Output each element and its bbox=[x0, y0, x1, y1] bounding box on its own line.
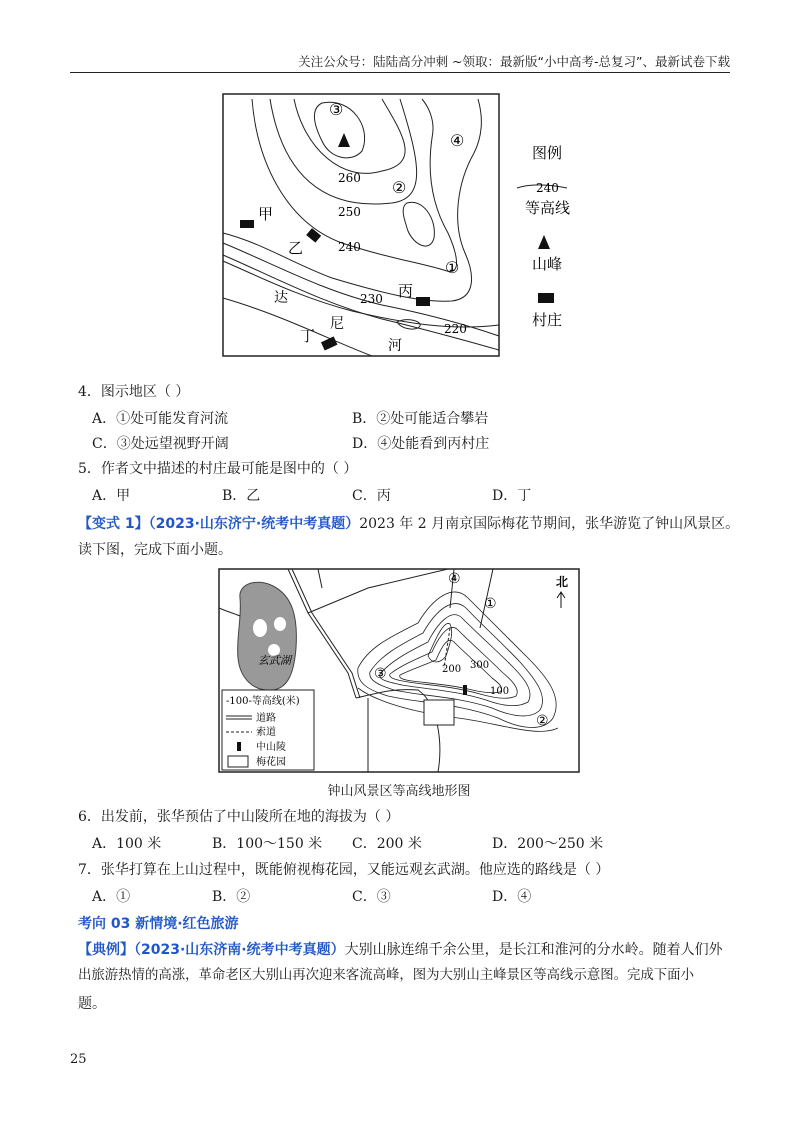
q6-option-d: D．200～250 米 bbox=[492, 836, 604, 852]
q5-stem: 5．作者文中描述的村庄最可能是图中的（ ） bbox=[78, 461, 358, 477]
q4-option-d: D．④处能看到丙村庄 bbox=[352, 436, 490, 452]
q5-option-a: A．甲 bbox=[92, 488, 131, 504]
point-3: ③ bbox=[329, 100, 344, 119]
q6-option-c: C．200 米 bbox=[352, 836, 422, 852]
point-1: ① bbox=[445, 258, 460, 277]
example-text: 大别山脉连绵千余公里，是长江和淮河的分水岭。随着人们外 bbox=[344, 942, 723, 958]
route-1: ① bbox=[484, 596, 497, 612]
map2-legend-contour: -100-等高线(米) bbox=[226, 696, 300, 707]
variant-line-1 bbox=[78, 514, 739, 534]
map2-legend-cable: 索道 bbox=[256, 727, 276, 738]
contour-outer-1 bbox=[358, 592, 556, 727]
map2-legend-garden-icon bbox=[228, 756, 248, 767]
q7-option-c: C．③ bbox=[352, 889, 391, 905]
legend-title: 图例 bbox=[532, 144, 563, 162]
village-ding-label: 丁 bbox=[300, 327, 316, 345]
page-header: 关注公众号：陆陆高分冲刺 ~领取：最新版“小中高考-总复习”、最新试卷下载 bbox=[298, 54, 730, 69]
legend-village-icon bbox=[538, 293, 554, 303]
contour-260 bbox=[294, 99, 405, 173]
map2-label-200: 200 bbox=[442, 664, 462, 675]
contour-230 bbox=[223, 99, 481, 301]
label-230: 230 bbox=[360, 292, 383, 306]
page-number: 25 bbox=[70, 1052, 87, 1067]
contour-loop-2 bbox=[403, 202, 434, 246]
map2-legend-road: 道路 bbox=[256, 713, 276, 724]
north-label: 北 bbox=[556, 575, 569, 589]
legend-peak-label: 山峰 bbox=[532, 255, 563, 273]
route-4: ④ bbox=[448, 571, 461, 587]
route-3: ③ bbox=[374, 666, 387, 682]
road-2 bbox=[308, 569, 448, 613]
q7-option-b: B．② bbox=[212, 889, 251, 905]
lake-label: 玄武湖 bbox=[258, 654, 291, 667]
example-line-1 bbox=[78, 940, 723, 960]
cableway bbox=[444, 628, 450, 668]
label-220: 220 bbox=[444, 322, 467, 336]
map2-label-300: 300 bbox=[470, 660, 490, 671]
route-2: ② bbox=[536, 713, 549, 729]
village-bing-label: 丙 bbox=[398, 282, 414, 300]
example-text-2: 出旅游热情的高涨，革命老区大别山再次迎来客流高峰，图为大别山主峰景区等高线示意图。完成下面小 bbox=[78, 968, 694, 983]
legend-village-label: 村庄 bbox=[532, 311, 563, 329]
contour-map-zhongshan bbox=[218, 568, 580, 773]
road-5 bbox=[318, 569, 322, 588]
variant-tag: 【变式 1】（2023·山东济宁·统考中考真题） bbox=[78, 516, 360, 532]
q7-option-a: A．① bbox=[92, 889, 131, 905]
map2-legend-tomb-icon bbox=[237, 742, 241, 751]
q7-option-d: D．④ bbox=[492, 889, 532, 905]
variant-text-2: 读下图，完成下面小题。 bbox=[78, 542, 232, 558]
q5-option-d: D．丁 bbox=[492, 488, 532, 504]
legend-contour-label: 等高线 bbox=[525, 199, 571, 217]
contour-lower bbox=[223, 298, 372, 356]
lake-island-2 bbox=[274, 617, 286, 631]
example-text-3: 题。 bbox=[78, 996, 106, 1012]
village-jia-icon bbox=[240, 220, 254, 228]
river-char-ni: 尼 bbox=[330, 316, 344, 332]
village-ding-icon bbox=[321, 336, 337, 350]
map2-legend-tomb: 中山陵 bbox=[256, 742, 286, 753]
label-240: 240 bbox=[338, 240, 361, 254]
label-260: 260 bbox=[338, 171, 361, 185]
q4-option-a: A．①处可能发育河流 bbox=[92, 411, 229, 427]
q4-option-c: C．③处远望视野开阔 bbox=[92, 436, 229, 452]
variant-text: 2023 年 2 月南京国际梅花节期间，张华游览了钟山风景区。 bbox=[359, 516, 740, 532]
legend-contour-value: 240 bbox=[536, 181, 559, 195]
plum-garden bbox=[424, 700, 454, 725]
contour-100 bbox=[358, 688, 558, 731]
road-1a bbox=[288, 569, 356, 698]
mausoleum-icon bbox=[463, 685, 467, 695]
q6-stem: 6．出发前，张华预估了中山陵所在地的海拔为（ ） bbox=[78, 809, 400, 825]
q7-stem: 7．张华打算在上山过程中，既能俯视梅花园，又能远观玄武湖。他应选的路线是（ ） bbox=[78, 862, 610, 878]
map2-label-100: 100 bbox=[490, 686, 510, 697]
village-bing-icon bbox=[416, 297, 430, 306]
village-yi-label: 乙 bbox=[288, 239, 304, 257]
contour-map-village bbox=[222, 93, 607, 363]
label-250: 250 bbox=[338, 205, 361, 219]
lake-island-1 bbox=[253, 619, 267, 637]
xuanwu-lake bbox=[238, 582, 297, 690]
q4-option-b: B．②处可能适合攀岩 bbox=[352, 411, 489, 427]
q5-option-b: B．乙 bbox=[222, 488, 261, 504]
river-char-da: 达 bbox=[274, 290, 288, 306]
village-yi-icon bbox=[306, 228, 321, 243]
header-rule bbox=[70, 72, 730, 73]
legend-peak-icon bbox=[538, 235, 550, 249]
village-jia-label: 甲 bbox=[258, 205, 274, 223]
map2-legend-garden: 梅花园 bbox=[256, 757, 286, 768]
q4-stem: 4．图示地区（ ） bbox=[78, 384, 190, 400]
q6-option-b: B．100～150 米 bbox=[212, 836, 323, 852]
north-arrow-icon bbox=[557, 592, 565, 608]
q5-option-c: C．丙 bbox=[352, 488, 391, 504]
section-title: 考向 03 新情境·红色旅游 bbox=[78, 916, 239, 932]
point-2: ② bbox=[392, 178, 407, 197]
q6-option-a: A．100 米 bbox=[92, 836, 162, 852]
point-4: ④ bbox=[450, 131, 465, 150]
peak-icon bbox=[338, 133, 350, 147]
river-char-he: 河 bbox=[388, 338, 402, 354]
map2-caption: 钟山风景区等高线地形图 bbox=[327, 784, 471, 799]
road-4 bbox=[219, 608, 240, 616]
example-tag: 【典例】（2023·山东济南·统考中考真题） bbox=[78, 942, 345, 958]
